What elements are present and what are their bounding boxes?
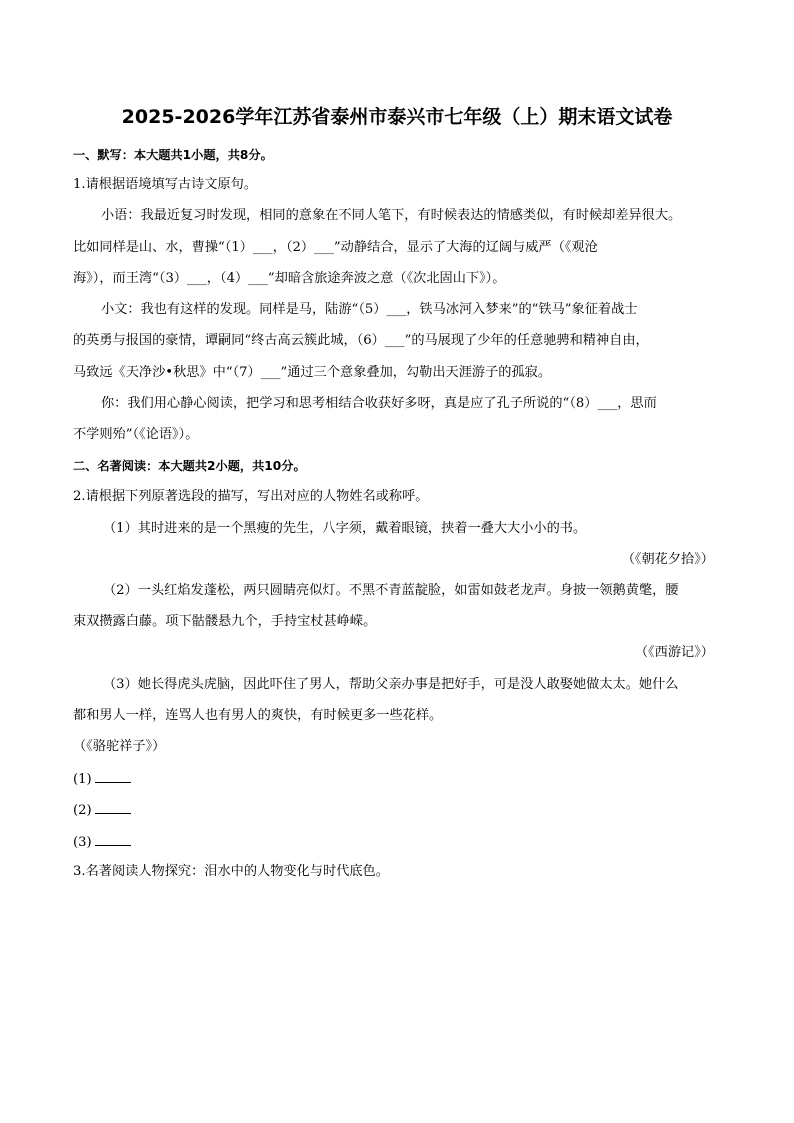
q2-passage-1: （1）其时进来的是一个黑瘦的先生，八字须，戴着眼镜，挟着一叠大大小小的书。 bbox=[103, 521, 587, 536]
q1-stem: 1.请根据语境填写古诗文原句。 bbox=[73, 177, 258, 192]
answer-label-3: (3) bbox=[73, 835, 92, 850]
q2-passage-3b: 都和男人一样，连骂人也有男人的爽快，有时候更多一些花样。 bbox=[73, 708, 443, 723]
answer-label-1: (1) bbox=[73, 772, 92, 787]
q2-source-2: （《西游记》） bbox=[634, 645, 714, 660]
q1-line-1: 小语：我最近复习时发现，相同的意象在不同人笔下，有时候表达的情感类似，有时候却差异很大。 bbox=[101, 208, 682, 223]
q1-line-6: 马致远《天净沙•秋思》中“（7）___”通过三个意象叠加，勾勒出天涯游子的孤寂。 bbox=[73, 365, 552, 380]
q3-stem: 3.名著阅读人物探究：泪水中的人物变化与时代底色。 bbox=[73, 864, 389, 879]
q1-line-2: 比如同样是山、水，曹操“（1）___，（2）___”动静结合，显示了大海的辽阔与威严（《观沧 bbox=[73, 240, 598, 255]
section-1-heading: 一、默写：本大题共1小题，共8分。 bbox=[73, 148, 273, 162]
q2-passage-2b: 束双攒露白藤。项下骷髅悬九个，手持宝杖甚峥嵘。 bbox=[73, 614, 377, 629]
section-2-heading: 二、名著阅读：本大题共2小题，共10分。 bbox=[73, 459, 306, 473]
q2-source-1: （《朝花夕拾》） bbox=[621, 552, 714, 567]
q2-passage-3a: （3）她长得虎头虎脑，因此吓住了男人，帮助父亲办事是把好手，可是没人敢娶她做太太。她什么 bbox=[103, 677, 679, 692]
q2-passage-2a: （2）一头红焰发蓬松，两只圆睛亮似灯。不黑不青蓝靛脸，如雷如鼓老龙声。身披一领鹅黄氅，腰 bbox=[103, 583, 679, 598]
answer-line-3[interactable] bbox=[73, 832, 131, 852]
answer-blank-1[interactable] bbox=[95, 769, 131, 783]
q2-stem: 2.请根据下列原著选段的描写，写出对应的人物姓名或称呼。 bbox=[73, 489, 429, 504]
q1-line-3: 海》），而王湾“（3）___，（4）___”却暗含旅途奔波之意（《次北固山下》）。 bbox=[73, 271, 506, 286]
q2-source-3: （《骆驼祥子》） bbox=[73, 739, 166, 754]
answer-blank-2[interactable] bbox=[95, 800, 131, 814]
q1-line-5: 的英勇与报国的豪情，谭嗣同“终古高云簇此城，（6）___”的马展现了少年的任意驰骋和精神自由， bbox=[73, 333, 649, 348]
exam-title: 2025-2026学年江苏省泰州市泰兴市七年级（上）期末语文试卷 bbox=[121, 106, 673, 128]
q1-line-4: 小文：我也有这样的发现。同样是马，陆游“（5）___，铁马冰河入梦来”的“铁马”象征着战士 bbox=[101, 302, 638, 317]
q1-line-8: 不学则殆”（《论语》）。 bbox=[73, 427, 199, 442]
q1-line-7: 你：我们用心静心阅读，把学习和思考相结合收获好多呀，真是应了孔子所说的“（8）___，思而 bbox=[101, 396, 657, 411]
answer-line-1[interactable] bbox=[73, 769, 131, 789]
answer-line-2[interactable] bbox=[73, 800, 131, 820]
answer-blank-3[interactable] bbox=[95, 832, 131, 846]
answer-label-2: (2) bbox=[73, 803, 92, 818]
